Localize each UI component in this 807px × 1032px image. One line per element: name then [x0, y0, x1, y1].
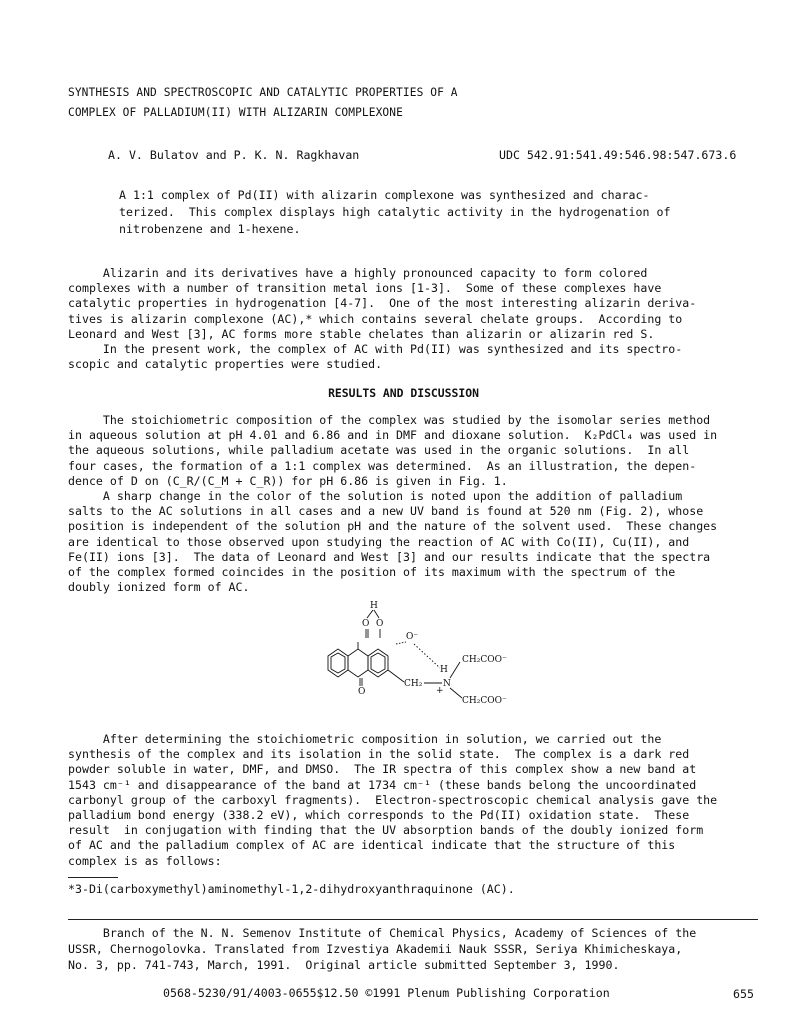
intro-line: tives is alizarin complexone (AC),* which contains several chelate groups. According to: [68, 311, 683, 326]
struct-label: O: [358, 687, 366, 697]
title-line-1: SYNTHESIS AND SPECTROSCOPIC AND CATALYTIC PROPERTIES OF A: [68, 86, 458, 99]
affiliation-rule: [68, 919, 758, 920]
intro-line: scopic and catalytic properties were studied.: [68, 357, 383, 372]
affiliation-block: [68, 925, 758, 973]
struct-label: H: [370, 601, 378, 611]
footer-citation: 0568-5230/91/4003-0655$12.50 ©1991 Plenum Publishing Corporation: [163, 986, 610, 1000]
results-paragraph: [68, 413, 756, 595]
intro-line: Leonard and West [3], AC forms more stable chelates than alizarin or alizarin red S.: [68, 326, 655, 341]
title-line-2: COMPLEX OF PALLADIUM(II) WITH ALIZARIN COMPLEXONE: [68, 106, 403, 119]
struct-label: CH₂COO⁻: [462, 655, 507, 665]
synthesis-line: result in conjugation with finding that the UV absorption bands of the doubly ionized form: [68, 823, 704, 838]
synthesis-line: palladium bond energy (338.2 eV), which corresponds to the Pd(II) oxidation state. These: [68, 808, 690, 823]
abstract: [119, 187, 704, 238]
results-line: in aqueous solution at pH 4.01 and 6.86 and in DMF and dioxane solution. K₂PdCl₄ was used in: [68, 428, 718, 443]
struct-label: H: [440, 665, 448, 675]
article-title: [68, 83, 708, 123]
synthesis-paragraph: [68, 732, 756, 869]
synthesis-line: 1543 cm⁻¹ and disappearance of the band at 1734 cm⁻¹ (these bands belong the uncoordinated: [68, 777, 697, 792]
intro-paragraph: [68, 266, 756, 372]
udc-code: UDC 542.91:541.49:546.98:547.673.6: [499, 148, 737, 162]
results-line: salts to the AC solutions in all cases and a new UV band is found at 520 nm (Fig. 2), whose: [68, 504, 704, 519]
intro-line: In the present work, the complex of AC with Pd(II) was synthesized and its spectro-: [68, 342, 683, 357]
intro-line: catalytic properties in hydrogenation [4-7]. One of the most interesting alizarin deriva-: [68, 296, 697, 311]
synthesis-line: synthesis of the complex and its isolation in the solid state. The complex is a dark red: [68, 747, 690, 762]
results-line: of the complex formed coincides in the position of its maximum with the spectrum of the: [68, 565, 676, 580]
results-line: the aqueous solutions, while palladium acetate was used in the organic solutions. In all: [68, 443, 690, 458]
footnote-rule: [68, 877, 118, 878]
results-line: are identical to those observed upon studying the reaction of AC with Co(II), Cu(II), and: [68, 534, 690, 549]
abstract-line: nitrobenzene and 1-hexene.: [119, 222, 301, 236]
struct-label: CH₂COO⁻: [462, 696, 507, 704]
abstract-line: terized. This complex displays high catalytic activity in the hydrogenation of: [119, 205, 671, 219]
results-line: The stoichiometric composition of the complex was studied by the isomolar series method: [68, 413, 711, 427]
affiliation-line: Branch of the N. N. Semenov Institute of Chemical Physics, Academy of Sciences of the: [68, 926, 697, 940]
results-line: doubly ionized form of AC.: [68, 580, 250, 595]
struct-label: N: [443, 679, 451, 689]
results-line: position is independent of the solution pH and the nature of the solvent used. These changes: [68, 519, 718, 534]
footnote: *3-Di(carboxymethyl)aminomethyl-1,2-dihydroxyanthraquinone (AC).: [68, 882, 515, 896]
results-line: dence of D on (C_R/(C_M + C_R)) for pH 6.86 is given in Fig. 1.: [68, 473, 508, 488]
authors: A. V. Bulatov and P. K. N. Ragkhavan: [108, 148, 360, 162]
struct-label: O: [376, 619, 384, 629]
abstract-line: A 1:1 complex of Pd(II) with alizarin complexone was synthesized and charac-: [119, 188, 650, 202]
affiliation-line: USSR, Chernogolovka. Translated from Izvestiya Akademii Nauk SSSR, Seriya Khimicheskaya,: [68, 942, 683, 956]
synthesis-line: carbonyl group of the carboxyl fragments). Electron-spectroscopic chemical analysis gave the: [68, 792, 718, 807]
affiliation-line: No. 3, pp. 741-743, March, 1991. Original article submitted September 3, 1990.: [68, 958, 620, 972]
results-line: A sharp change in the color of the solution is noted upon the addition of palladium: [68, 489, 683, 504]
struct-label: O⁻: [406, 632, 419, 642]
page-number: 655: [733, 987, 754, 1001]
results-line: Fe(II) ions [3]. The data of Leonard and West [3] and our results indicate that the spectra: [68, 549, 711, 564]
struct-label: CH₂: [404, 679, 423, 689]
results-line: four cases, the formation of a 1:1 complex was determined. As an illustration, the depen-: [68, 458, 697, 473]
alizarin-complexone-structure: [320, 598, 570, 704]
synthesis-line: powder soluble in water, DMF, and DMSO. The IR spectra of this complex show a new band at: [68, 762, 697, 777]
synthesis-line: complex is as follows:: [68, 853, 222, 868]
struct-label: +: [436, 686, 444, 696]
synthesis-line: of AC and the palladium complex of AC are identical indicate that the structure of this: [68, 838, 676, 853]
synthesis-line: After determining the stoichiometric composition in solution, we carried out the: [68, 732, 662, 746]
section-heading: RESULTS AND DISCUSSION: [328, 386, 479, 400]
struct-label: O: [362, 619, 370, 629]
intro-line: complexes with a number of transition metal ions [1-3]. Some of these complexes have: [68, 281, 662, 296]
intro-line: Alizarin and its derivatives have a highly pronounced capacity to form colored: [68, 266, 648, 280]
